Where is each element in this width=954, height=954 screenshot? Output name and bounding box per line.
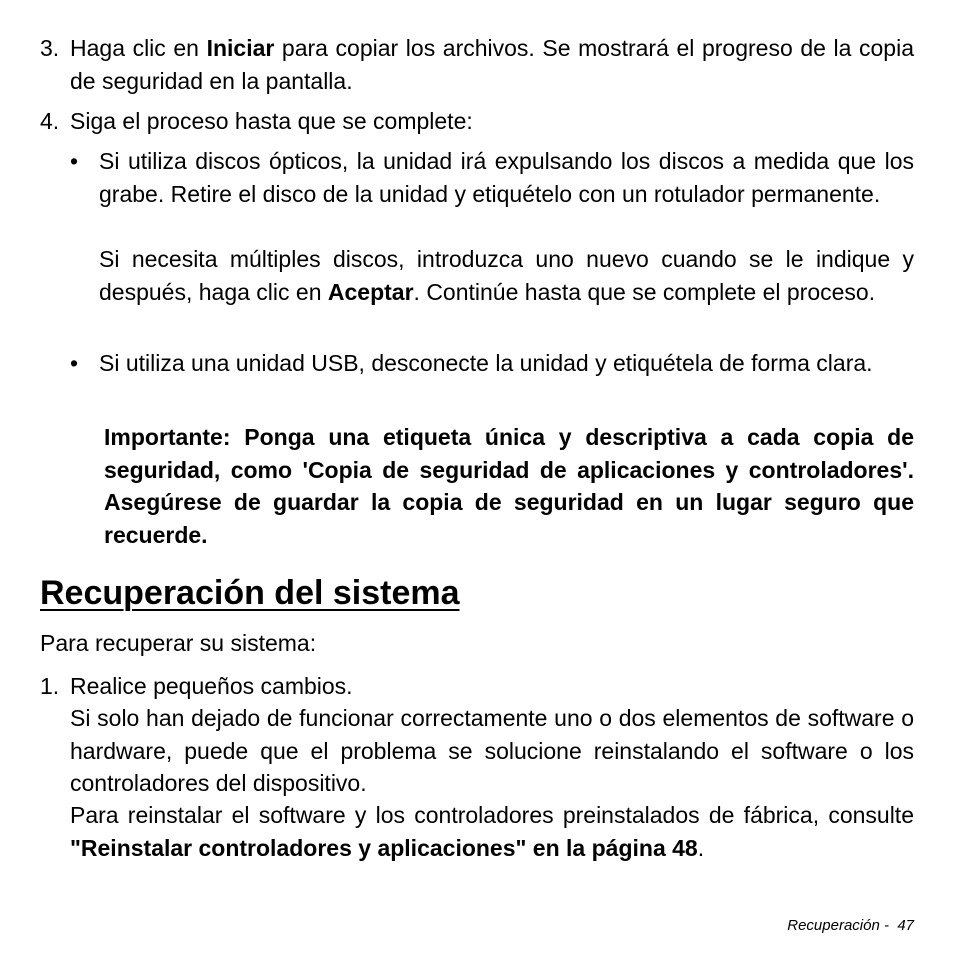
important-note: Importante: Ponga una etiqueta única y descriptiva a cada copia de seguridad, como 'Copia de seguridad de aplicaciones y controladores'. Asegúrese de guardar la copia de seguridad en un lugar seguro que recuerde. <box>104 424 914 548</box>
step-3-text <box>70 32 914 97</box>
bullet-1-text: Si utiliza discos ópticos, la unidad irá expulsando los discos a medida que los grabe. Retire el disco de la unidad y etiquételo con un rotulador permanente. <box>99 148 914 207</box>
bullet-1-marker: • <box>70 148 79 174</box>
step-4-text: Siga el proceso hasta que se complete: <box>70 108 473 134</box>
step-3-post: para copiar los archivos. Se mostrará el progreso de la copia de seguridad en la pantalla. <box>70 35 914 94</box>
bullet-2-text: Si utiliza una unidad USB, desconecte la unidad y etiquétela de forma clara. <box>99 350 873 376</box>
footer-section-name: Recuperación - <box>787 917 889 934</box>
step-1-number: 1. <box>40 673 60 699</box>
step-3-pre: Haga clic en <box>70 35 207 61</box>
step-3-bold-iniciar: Iniciar <box>206 35 275 61</box>
step-1-para-2 <box>70 799 914 864</box>
step-1-para-2-pre: Para reinstalar el software y los controladores preinstalados de fábrica, consulte <box>70 802 914 828</box>
intro-text: Para recuperar su sistema: <box>40 630 317 656</box>
section-title: Recuperación del sistema <box>40 574 460 612</box>
bullet-2-marker: • <box>70 350 79 376</box>
cross-reference-link[interactable]: "Reinstalar controladores y aplicaciones" en la página 48 <box>70 834 698 861</box>
bullet-1-bold-aceptar: Aceptar <box>327 278 414 305</box>
step-4-number: 4. <box>40 108 60 134</box>
bullet-1-text-2 <box>99 243 914 308</box>
step-1-title: Realice pequeños cambios. <box>70 673 353 699</box>
step-1-para-2-post: . <box>697 834 705 861</box>
bullet-1-post: . Continúe hasta que se complete el proceso. <box>413 278 876 305</box>
step-1-para-1: Si solo han dejado de funcionar correctamente uno o dos elementos de software o hardware, puede que el problema se solucione reinstalando el software o los controladores del dispositivo. <box>70 705 914 796</box>
bullet-1-pre: Si necesita múltiples discos, introduzca uno nuevo cuando se le indique y después, haga clic en <box>99 246 914 305</box>
step-3-number: 3. <box>40 35 60 61</box>
page-number: 47 <box>897 917 914 934</box>
page-footer <box>787 917 914 934</box>
